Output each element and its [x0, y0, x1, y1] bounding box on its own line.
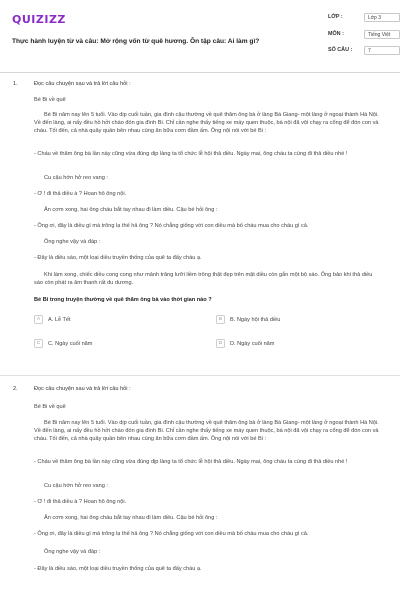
option-text: D. Ngày cuối năm	[230, 341, 275, 347]
story-line: - Ơ ! đi thả diều à ? Hoan hô ông nội.	[34, 191, 127, 197]
option-text: C. Ngày cuối năm	[48, 341, 93, 347]
story-line: - Ông ơi, đây là diều gì mà trông lạ thế hả ông ? Nó chẳng giống với con diều mà bố cháu mua cho cháu gì cả.	[34, 531, 309, 537]
option-text: A. Lễ Tết	[48, 317, 71, 323]
meta-count-value: 7	[364, 46, 400, 55]
question-prompt: Đọc câu chuyện sau và trả lời câu hỏi :	[34, 81, 131, 87]
story-title: Bé Bi về quê	[34, 97, 66, 103]
option-letter: B	[216, 315, 225, 324]
question-number: 1.	[13, 81, 18, 87]
answer-option-c[interactable]	[34, 339, 194, 349]
worksheet-header	[10, 10, 390, 70]
question-number: 2.	[13, 386, 18, 392]
story-paragraph: Bé Bi năm nay lên 5 tuổi. Vào dịp cuối tuần, gia đình cậu thường về quê thăm ông bà ở làng Bá Giang- một làng ở ngoại thành Hà Nội. Về đến làng, ai nấy đều hồ hởi chào đón gia đình Bi. Chỉ cần nghe thấy tiếng xe máy quen thuộc, bà nội đã vội chạy ra cổng để đón con và cháu. Tối đến, cả nhà quây quần bên nhau cùng ăn bữa cơm đầm ấm. Ông nội nói với bé Bi :	[34, 112, 379, 135]
story-paragraph: Khi làm xong, chiếc diều cong cong như mảnh trăng lưỡi liềm trông thật đẹp trên mặt diều còn gắn một bộ sáo. Ông bảo khi thả diều sáo còn phát ra âm thanh rất du dương.	[34, 272, 373, 287]
meta-class-value: Lớp 3	[364, 13, 400, 22]
story-line: Ăn cơm xong, hai ông cháu bắt tay nhau đi làm diều. Cậu bé hỏi ông :	[44, 515, 218, 521]
meta-class-label: LỚP :	[328, 14, 343, 20]
story-line: Ông nghe vậy và đáp :	[44, 549, 101, 555]
option-text: B. Ngày hội thả diều	[230, 317, 281, 323]
story-paragraph: Bé Bi năm nay lên 5 tuổi. Vào dịp cuối tuần, gia đình cậu thường về quê thăm ông bà ở làng Bá Giang- một làng ở ngoại thành Hà Nội. Về đến làng, ai nấy đều hồ hởi chào đón gia đình Bi. Chỉ cần nghe thấy tiếng xe máy quen thuộc, bà nội đã vội chạy ra cổng để đón con và cháu. Tối đến, cả nhà quây quần bên nhau cùng ăn bữa cơm đầm ấm. Ông nội nói với bé Bi :	[34, 420, 379, 443]
story-line: Ông nghe vậy và đáp :	[44, 239, 101, 245]
option-letter: A	[34, 315, 43, 324]
story-line: - Ơ ! đi thả diều à ? Hoan hô ông nội.	[34, 499, 127, 505]
story-line: - Ông ơi, đây là diều gì mà trông lạ thế hả ông ? Nó chẳng giống với con diều mà bố cháu mua cho cháu gì cả.	[34, 223, 309, 229]
option-letter: C	[34, 339, 43, 348]
story-line: Ăn cơm xong, hai ông cháu bắt tay nhau đi làm diều. Cậu bé hỏi ông :	[44, 207, 218, 213]
story-line: Cu cậu hớn hở reo vang :	[44, 483, 108, 489]
answer-option-b[interactable]	[216, 315, 376, 325]
story-line: - Đây là diều sáo, một loại diều truyền thống của quê ta đấy cháu ạ.	[34, 566, 202, 572]
meta-count-label: SỐ CÂU :	[328, 47, 353, 53]
option-letter: D	[216, 339, 225, 348]
story-line: - Đây là diều sáo, một loại diều truyền thống của quê ta đấy cháu ạ.	[34, 255, 202, 261]
worksheet-title: Thực hành luyện từ và câu: Mở rộng vốn từ quê hương. Ôn tập câu: Ai làm gì?	[12, 38, 260, 45]
meta-subject-value: Tiếng Việt	[364, 30, 400, 39]
story-line: Cu cậu hớn hở reo vang :	[44, 175, 108, 181]
story-title: Bé Bi về quê	[34, 404, 66, 410]
story-paragraph: - Cháu về thăm ông bà lần này cũng vừa đúng dịp làng ta tổ chức lễ hội thả diều. Ngày mai, ông cháu ta cùng đi thả diều nhé !	[34, 151, 348, 157]
quizizz-logo: QUIZIZZ	[12, 13, 66, 26]
question-text: Bé Bi trong truyện thường về quê thăm ông bà vào thời gian nào ?	[34, 297, 212, 303]
answer-option-d[interactable]	[216, 339, 376, 349]
story-paragraph: - Cháu về thăm ông bà lần này cũng vừa đúng dịp làng ta tổ chức lễ hội thả diều. Ngày mai, ông cháu ta cùng đi thả diều nhé !	[34, 459, 348, 465]
header-divider	[0, 72, 400, 73]
question-divider	[0, 375, 400, 376]
answer-option-a[interactable]	[34, 315, 194, 325]
meta-subject-label: MÔN :	[328, 31, 344, 37]
question-prompt: Đọc câu chuyện sau và trả lời câu hỏi :	[34, 386, 131, 392]
